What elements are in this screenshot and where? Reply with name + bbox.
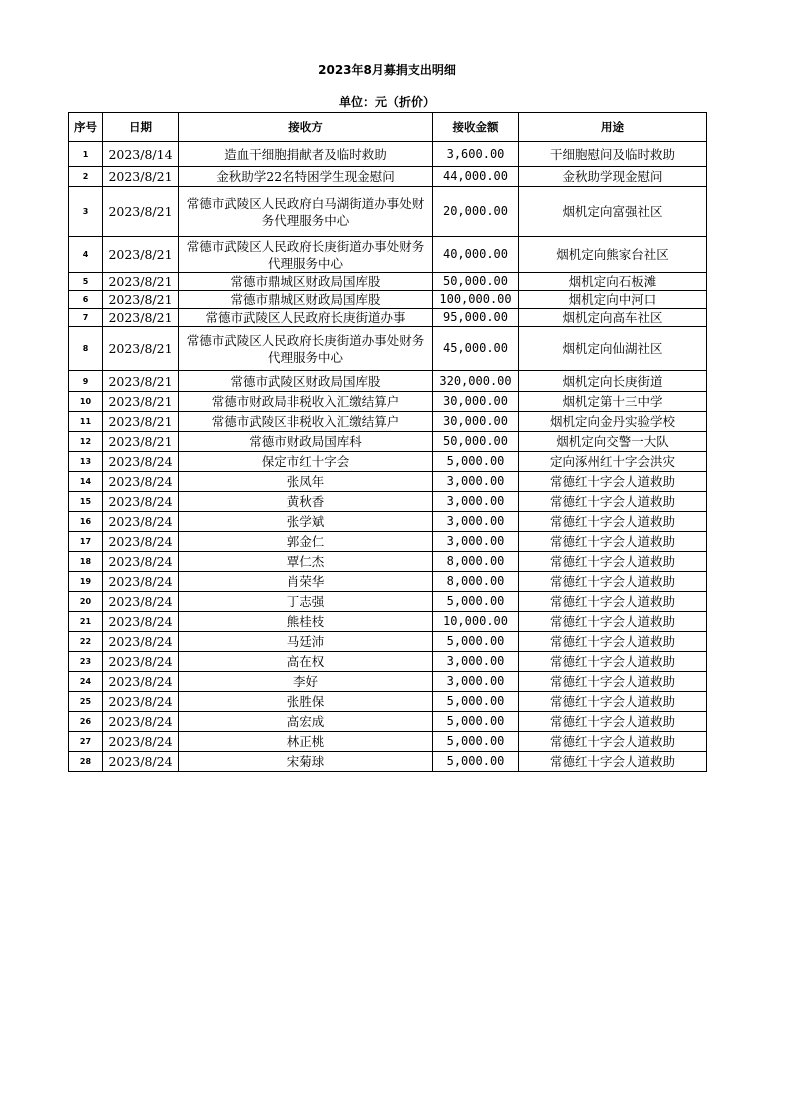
purpose-cell: 常德红十字会人道救助 [519,692,707,712]
seq-cell: 9 [69,371,103,392]
recipient-cell: 造血干细胞捐献者及临时救助 [179,142,433,167]
table-row [69,612,707,632]
seq-cell: 19 [69,572,103,592]
amount-cell: 100,000.00 [433,291,519,309]
table-row [69,732,707,752]
recipient-cell: 常德市武陵区人民政府长庚街道办事 [179,309,433,327]
seq-cell: 2 [69,167,103,187]
date-cell: 2023/8/24 [103,692,179,712]
date-cell: 2023/8/24 [103,752,179,772]
amount-cell: 8,000.00 [433,552,519,572]
recipient-cell: 覃仁杰 [179,552,433,572]
date-cell: 2023/8/24 [103,732,179,752]
amount-cell: 45,000.00 [433,327,519,371]
recipient-cell: 李好 [179,672,433,692]
seq-cell: 22 [69,632,103,652]
recipient-cell: 常德市财政局国库科 [179,432,433,452]
date-cell: 2023/8/24 [103,652,179,672]
amount-cell: 3,000.00 [433,532,519,552]
table-row [69,392,707,412]
date-cell: 2023/8/21 [103,167,179,187]
seq-cell: 21 [69,612,103,632]
table-row [69,237,707,273]
amount-cell: 3,000.00 [433,672,519,692]
table-row [69,472,707,492]
purpose-cell: 金秋助学现金慰问 [519,167,707,187]
table-row [69,291,707,309]
amount-cell: 40,000.00 [433,237,519,273]
table-row [69,273,707,291]
table-row [69,712,707,732]
recipient-cell: 常德市财政局非税收入汇缴结算户 [179,392,433,412]
purpose-cell: 烟机定向富强社区 [519,187,707,237]
purpose-cell: 常德红十字会人道救助 [519,532,707,552]
table-row [69,532,707,552]
expenditure-table [68,112,707,772]
table-row [69,492,707,512]
header-purpose: 用途 [519,113,707,142]
seq-cell: 24 [69,672,103,692]
purpose-cell: 烟机定向交警一大队 [519,432,707,452]
amount-cell: 5,000.00 [433,632,519,652]
recipient-cell: 常德市鼎城区财政局国库股 [179,291,433,309]
recipient-cell: 常德市武陵区人民政府白马湖街道办事处财务代理服务中心 [179,187,433,237]
amount-cell: 10,000.00 [433,612,519,632]
seq-cell: 18 [69,552,103,572]
date-cell: 2023/8/24 [103,712,179,732]
table-row [69,371,707,392]
purpose-cell: 烟机定第十三中学 [519,392,707,412]
table-row [69,552,707,572]
amount-cell: 8,000.00 [433,572,519,592]
amount-cell: 5,000.00 [433,452,519,472]
purpose-cell: 常德红十字会人道救助 [519,552,707,572]
recipient-cell: 林正桃 [179,732,433,752]
seq-cell: 16 [69,512,103,532]
date-cell: 2023/8/24 [103,672,179,692]
table-row [69,512,707,532]
recipient-cell: 常德市武陵区人民政府长庚街道办事处财务代理服务中心 [179,327,433,371]
purpose-cell: 常德红十字会人道救助 [519,492,707,512]
seq-cell: 11 [69,412,103,432]
amount-cell: 50,000.00 [433,273,519,291]
recipient-cell: 宋菊球 [179,752,433,772]
date-cell: 2023/8/21 [103,327,179,371]
table-row [69,672,707,692]
recipient-cell: 张胜保 [179,692,433,712]
purpose-cell: 常德红十字会人道救助 [519,672,707,692]
date-cell: 2023/8/24 [103,592,179,612]
recipient-cell: 马廷沛 [179,632,433,652]
recipient-cell: 常德市武陵区人民政府长庚街道办事处财务代理服务中心 [179,237,433,273]
amount-cell: 30,000.00 [433,412,519,432]
seq-cell: 14 [69,472,103,492]
amount-cell: 3,000.00 [433,492,519,512]
date-cell: 2023/8/24 [103,532,179,552]
seq-cell: 3 [69,187,103,237]
recipient-cell: 丁志强 [179,592,433,612]
date-cell: 2023/8/24 [103,632,179,652]
purpose-cell: 常德红十字会人道救助 [519,612,707,632]
table-row [69,309,707,327]
seq-cell: 7 [69,309,103,327]
header-seq: 序号 [69,113,103,142]
amount-cell: 3,000.00 [433,472,519,492]
header-date: 日期 [103,113,179,142]
seq-cell: 5 [69,273,103,291]
table-row [69,327,707,371]
table-row [69,592,707,612]
date-cell: 2023/8/24 [103,612,179,632]
recipient-cell: 常德市武陵区财政局国库股 [179,371,433,392]
purpose-cell: 常德红十字会人道救助 [519,572,707,592]
date-cell: 2023/8/21 [103,237,179,273]
purpose-cell: 常德红十字会人道救助 [519,632,707,652]
seq-cell: 25 [69,692,103,712]
purpose-cell: 烟机定向高车社区 [519,309,707,327]
amount-cell: 5,000.00 [433,692,519,712]
recipient-cell: 高在权 [179,652,433,672]
amount-cell: 50,000.00 [433,432,519,452]
seq-cell: 28 [69,752,103,772]
table-body [69,142,707,772]
amount-cell: 44,000.00 [433,167,519,187]
purpose-cell: 常德红十字会人道救助 [519,472,707,492]
seq-cell: 20 [69,592,103,612]
amount-cell: 3,000.00 [433,652,519,672]
document-title: 2023年8月募捐支出明细 [318,63,456,77]
recipient-cell: 常德市鼎城区财政局国库股 [179,273,433,291]
table-row [69,752,707,772]
header-recipient: 接收方 [179,113,433,142]
purpose-cell: 常德红十字会人道救助 [519,752,707,772]
seq-cell: 1 [69,142,103,167]
amount-cell: 30,000.00 [433,392,519,412]
recipient-cell: 熊桂枝 [179,612,433,632]
date-cell: 2023/8/21 [103,392,179,412]
date-cell: 2023/8/21 [103,432,179,452]
recipient-cell: 金秋助学22名特困学生现金慰问 [179,167,433,187]
seq-cell: 10 [69,392,103,412]
recipient-cell: 高宏成 [179,712,433,732]
date-cell: 2023/8/24 [103,452,179,472]
seq-cell: 12 [69,432,103,452]
date-cell: 2023/8/24 [103,512,179,532]
amount-cell: 3,600.00 [433,142,519,167]
purpose-cell: 烟机定向长庚街道 [519,371,707,392]
date-cell: 2023/8/14 [103,142,179,167]
date-cell: 2023/8/21 [103,291,179,309]
date-cell: 2023/8/24 [103,472,179,492]
amount-cell: 5,000.00 [433,592,519,612]
seq-cell: 6 [69,291,103,309]
recipient-cell: 保定市红十字会 [179,452,433,472]
table-row [69,572,707,592]
date-cell: 2023/8/21 [103,309,179,327]
date-cell: 2023/8/24 [103,492,179,512]
table-row [69,412,707,432]
amount-cell: 20,000.00 [433,187,519,237]
purpose-cell: 烟机定向石板滩 [519,273,707,291]
recipient-cell: 郭金仁 [179,532,433,552]
table-row [69,167,707,187]
seq-cell: 4 [69,237,103,273]
purpose-cell: 常德红十字会人道救助 [519,512,707,532]
purpose-cell: 烟机定向中河口 [519,291,707,309]
seq-cell: 26 [69,712,103,732]
seq-cell: 15 [69,492,103,512]
amount-cell: 320,000.00 [433,371,519,392]
recipient-cell: 张凤年 [179,472,433,492]
date-cell: 2023/8/24 [103,552,179,572]
table-row [69,452,707,472]
table-row [69,692,707,712]
purpose-cell: 常德红十字会人道救助 [519,652,707,672]
amount-cell: 5,000.00 [433,732,519,752]
recipient-cell: 常德市武陵区非税收入汇缴结算户 [179,412,433,432]
table-row [69,142,707,167]
table-header-row [69,113,707,142]
date-cell: 2023/8/21 [103,187,179,237]
purpose-cell: 常德红十字会人道救助 [519,732,707,752]
date-cell: 2023/8/21 [103,273,179,291]
date-cell: 2023/8/21 [103,371,179,392]
table-row [69,652,707,672]
seq-cell: 27 [69,732,103,752]
date-cell: 2023/8/21 [103,412,179,432]
recipient-cell: 黄秋香 [179,492,433,512]
purpose-cell: 常德红十字会人道救助 [519,712,707,732]
unit-label: 单位：元（折价） [338,95,435,109]
purpose-cell: 烟机定向仙湖社区 [519,327,707,371]
recipient-cell: 肖荣华 [179,572,433,592]
seq-cell: 8 [69,327,103,371]
amount-cell: 5,000.00 [433,752,519,772]
seq-cell: 17 [69,532,103,552]
purpose-cell: 常德红十字会人道救助 [519,592,707,612]
table-row [69,432,707,452]
purpose-cell: 定向涿州红十字会洪灾 [519,452,707,472]
purpose-cell: 烟机定向金丹实验学校 [519,412,707,432]
table-row [69,187,707,237]
table-row [69,632,707,652]
recipient-cell: 张学斌 [179,512,433,532]
purpose-cell: 烟机定向熊家台社区 [519,237,707,273]
amount-cell: 95,000.00 [433,309,519,327]
purpose-cell: 干细胞慰问及临时救助 [519,142,707,167]
seq-cell: 23 [69,652,103,672]
header-amount: 接收金额 [433,113,519,142]
seq-cell: 13 [69,452,103,472]
amount-cell: 3,000.00 [433,512,519,532]
amount-cell: 5,000.00 [433,712,519,732]
date-cell: 2023/8/24 [103,572,179,592]
